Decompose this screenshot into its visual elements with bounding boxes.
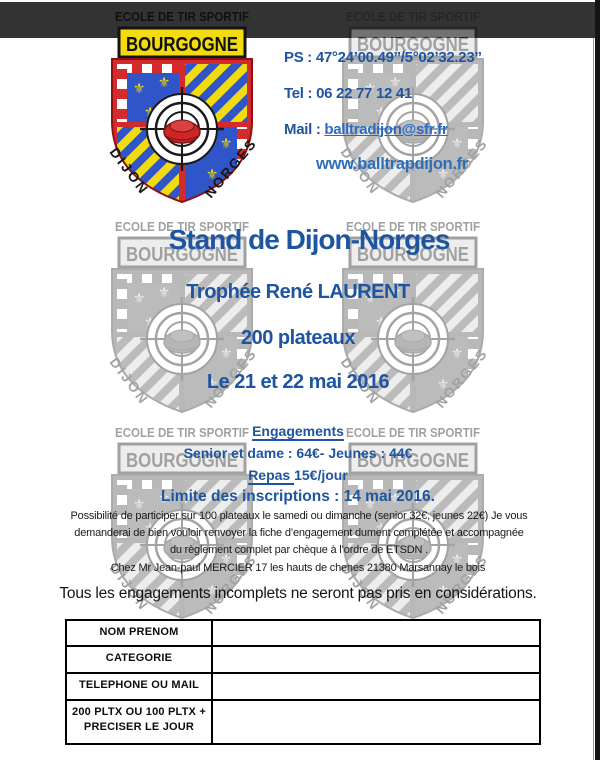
email-line	[284, 121, 448, 138]
meal-label: Repas	[248, 467, 295, 483]
row-value-nom-prenom	[212, 620, 540, 646]
club-logo	[107, 2, 262, 212]
deadline-line: Limite des inscriptions : 14 mai 2016.	[161, 488, 435, 505]
right-edge-strip	[595, 0, 600, 760]
meal-price: 15€/jour	[294, 467, 348, 483]
row-value-categorie	[212, 646, 540, 673]
page-title: Stand de Dijon-Norges	[168, 224, 450, 255]
participation-note: Possibilité de participer sur 100 plateaux le samedi ou dimanche (senior 32€, jeunes 22€) Je vous demanderai de bien vouloir renvoyer la fiche d’engagement dument complétée et accompagnée du règlement complet par chèque à l’ordre de ETSDN .	[70, 510, 528, 556]
top-dark-band	[0, 2, 596, 38]
row-label-plateaux-line1: 200 PLTX OU 100 PLTX +	[72, 706, 206, 718]
row-label-plateaux	[66, 700, 212, 744]
registration-table	[65, 619, 541, 745]
row-label-nom-prenom: NOM PRENOM	[66, 620, 212, 646]
fees-line: Senior et dame : 64€- Jeunes : 44€	[183, 445, 413, 461]
row-value-telephone-mail	[212, 673, 540, 700]
email-label: Mail :	[284, 121, 325, 138]
watermark-logo	[338, 2, 493, 212]
table-row	[66, 620, 540, 646]
warning-line: Tous les engagements incomplets ne seront pas pris en considérations.	[59, 585, 537, 602]
row-label-telephone-mail: TELEPHONE OU MAIL	[66, 673, 212, 700]
phone-number: Tel : 06 22 77 12 41	[284, 85, 412, 102]
event-dates: Le 21 et 22 mai 2016	[206, 371, 390, 393]
row-label-categorie: CATEGORIE	[66, 646, 212, 673]
right-edge-hairline	[593, 38, 594, 760]
mailing-address: Chez Mr Jean-paul MERCIER 17 les hauts de chenes 21380 Marsannay le bois	[110, 562, 486, 574]
registration-heading: Engagements	[252, 423, 344, 439]
website-url: www.balltrapdijon.fr	[316, 155, 468, 173]
table-row	[66, 673, 540, 700]
row-value-plateaux	[212, 700, 540, 744]
targets-count: 200 plateaux	[240, 327, 356, 349]
trophy-name: Trophée René LAURENT	[186, 281, 410, 303]
meal-line	[0, 467, 596, 483]
table-row	[66, 700, 540, 744]
email-link[interactable]: balltradijon@sfr.fr	[324, 121, 448, 138]
gps-coordinates: PS : 47°24’00.49’’/5°02’32.23’’	[284, 49, 482, 66]
table-row	[66, 646, 540, 673]
row-label-plateaux-line2: PRECISER LE JOUR	[83, 721, 195, 733]
